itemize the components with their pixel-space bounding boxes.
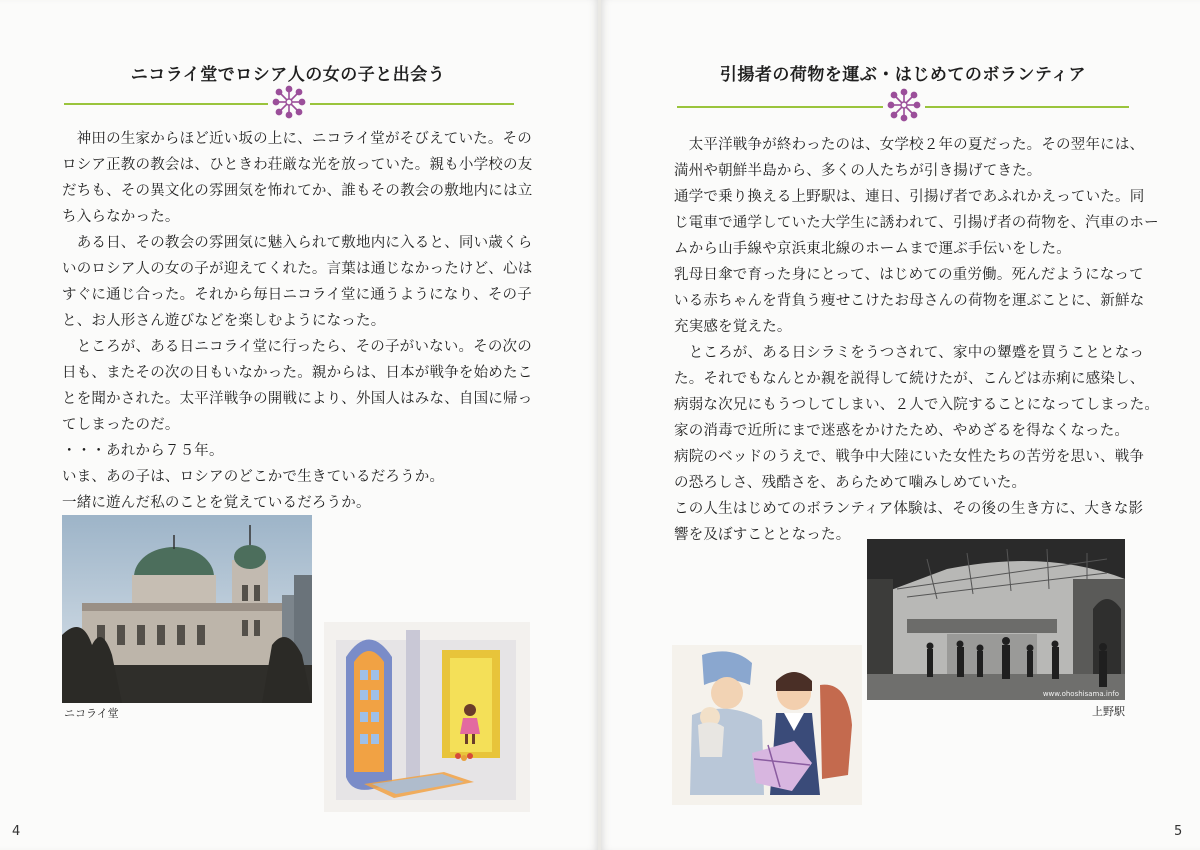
text-line: の恐ろしさ、残酷さを、あらためて噛みしめていた。 xyxy=(674,475,1027,491)
watercolor-girl-illustration xyxy=(324,622,530,812)
text-line: じ電車で通学していた大学生に誘われて、引揚げ者の荷物を、汽車のホー xyxy=(674,215,1159,231)
right-page-title: 引揚者の荷物を運ぶ・はじめてのボランティア xyxy=(719,65,1087,85)
text-line: 満州や朝鮮半島から、多くの人たちが引き揚げてきた。 xyxy=(674,163,1042,179)
left-page xyxy=(0,0,598,850)
left-body-text xyxy=(62,126,532,516)
text-line: 響を及ぼすこととなった。 xyxy=(674,527,851,543)
nikolai-photo-caption: ニコライ堂 xyxy=(64,707,119,720)
text-line: いのロシア人の女の子が迎えてくれた。言葉は通じなかったけど、心は xyxy=(62,261,533,277)
text-line: この人生はじめてのボランティア体験は、その後の生き方に、大きな影 xyxy=(674,501,1144,517)
right-title-rule-left xyxy=(677,106,883,108)
right-title-rule-right xyxy=(925,106,1129,108)
text-line: と、お人形さん遊びなどを楽しむようになった。 xyxy=(62,313,386,329)
text-line: だちも、その異文化の雰囲気を怖れてか、誰もその教会の敷地内には立 xyxy=(62,183,533,199)
text-line: いる赤ちゃんを背負う痩せこけたお母さんの荷物を運ぶことに、新鮮な xyxy=(674,293,1145,309)
text-line: すぐに通じ合った。それから毎日ニコライ堂に通うようになり、その子 xyxy=(62,287,532,303)
left-title-rule-left xyxy=(64,103,268,105)
text-line: 病弱な次兄にもうつしてしまい、２人で入院することになってしまった。 xyxy=(674,397,1160,413)
text-line: た。それでもなんとか親を説得して続けたが、こんどは赤痢に感染し、 xyxy=(674,371,1145,387)
text-line: ・・・あれから７５年。 xyxy=(62,443,224,459)
text-line: 太平洋戦争が終わったのは、女学校２年の夏だった。その翌年には、 xyxy=(674,137,1145,153)
left-title-rule-right xyxy=(310,103,514,105)
text-line: 日も、またその次の日もいなかった。親からは、日本が戦争を始めたこ xyxy=(62,365,533,381)
ueno-photo-caption: 上野駅 xyxy=(1092,705,1125,718)
text-line: 乳母日傘で育った身にとって、はじめての重労働。死んだようになって xyxy=(674,267,1144,283)
ueno-photo-watermark: www.ohoshisama.info xyxy=(1042,690,1119,698)
watercolor-evacuees-illustration xyxy=(672,645,862,805)
right-body-text xyxy=(674,132,1159,548)
text-line: 神田の生家からほど近い坂の上に、ニコライ堂がそびえていた。その xyxy=(62,131,532,147)
text-line: ち入らなかった。 xyxy=(62,209,180,225)
text-line: 通学で乗り換える上野駅は、連日、引揚げ者であふれかえっていた。同 xyxy=(674,189,1145,205)
flower-ornament-icon xyxy=(887,88,921,122)
text-line: ところが、ある日シラミをうつされて、家中の顰蹙を買うこととなっ xyxy=(674,345,1145,361)
text-line: 病院のベッドのうえで、戦争中大陸にいた女性たちの苦労を思い、戦争 xyxy=(674,449,1145,465)
text-line: いま、あの子は、ロシアのどこかで生きているだろうか。 xyxy=(62,469,445,485)
ueno-station-photo xyxy=(867,539,1125,700)
text-line: 一緒に遊んだ私のことを覚えているだろうか。 xyxy=(62,495,371,511)
page-number-left: 4 xyxy=(12,824,21,839)
page-number-right: 5 xyxy=(1174,824,1183,839)
nikolai-cathedral-photo xyxy=(62,515,312,703)
text-line: ある日、その教会の雰囲気に魅入られて敷地内に入ると、同い歳くら xyxy=(62,235,533,251)
text-line: 家の消毒で近所にまで迷惑をかけたため、やめざるを得なくなった。 xyxy=(674,423,1130,439)
text-line: ところが、ある日ニコライ堂に行ったら、その子がいない。その次の xyxy=(62,339,532,355)
text-line: とを聞かされた。太平洋戦争の開戦により、外国人はみな、自国に帰っ xyxy=(62,391,533,407)
right-page xyxy=(601,0,1200,850)
left-page-title: ニコライ堂でロシア人の女の子と出会う xyxy=(130,65,446,85)
flower-ornament-icon xyxy=(272,85,306,119)
text-line: てしまったのだ。 xyxy=(62,417,180,433)
text-line: ロシア正教の教会は、ひときわ荘厳な光を放っていた。親も小学校の友 xyxy=(62,157,533,173)
text-line: ムから山手線や京浜東北線のホームまで運ぶ手伝いをした。 xyxy=(674,241,1071,257)
text-line: 充実感を覚えた。 xyxy=(674,319,792,335)
